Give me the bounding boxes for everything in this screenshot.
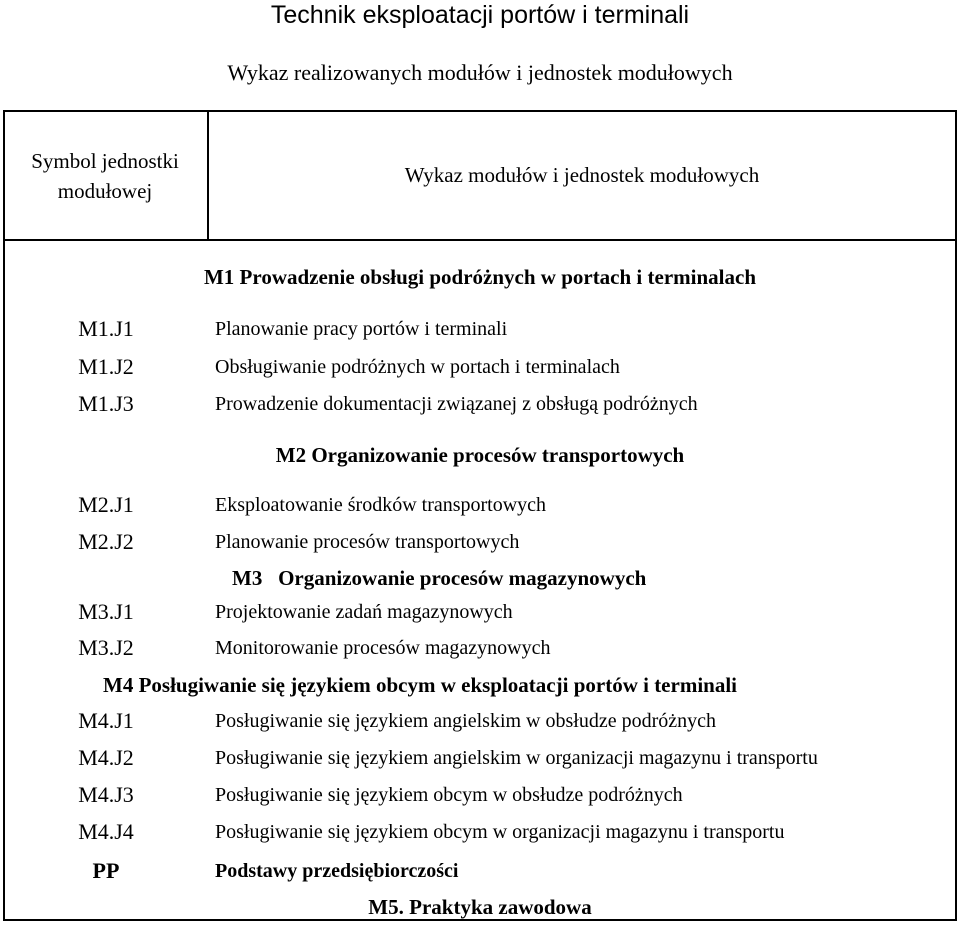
table-border-top	[3, 110, 957, 112]
unit-m1-j1-name: Planowanie pracy portów i terminali	[215, 318, 508, 340]
unit-m4-j2-name: Posługiwanie się językiem angielskim w organizacji magazynu i transportu	[215, 747, 818, 769]
unit-m4-j3-symbol: M4.J3	[78, 782, 134, 807]
page-title: Technik eksploatacji portów i terminali	[270, 1, 690, 29]
module-m4-title: M4 Posługiwanie się językiem obcym w eksploatacji portów i terminali	[103, 673, 737, 697]
module-m3-title: M3 Organizowanie procesów magazynowych	[232, 566, 647, 590]
unit-m1-j3-symbol: M1.J3	[78, 391, 134, 416]
symbol-header-line-1: Symbol jednostki	[31, 149, 179, 173]
module-m5-title: M5. Praktyka zawodowa	[368, 895, 592, 919]
unit-m2-j1-symbol: M2.J1	[78, 492, 134, 517]
unit-m2-j2-name: Planowanie procesów transportowych	[215, 531, 520, 553]
symbol-header-line-2: modułowej	[57, 179, 153, 203]
unit-m4-j2-symbol: M4.J2	[78, 745, 134, 770]
module-m2-title: M2 Organizowanie procesów transportowych	[275, 443, 685, 467]
unit-m2-j2-symbol: M2.J2	[78, 529, 134, 554]
table-border-right	[955, 110, 957, 921]
unit-m1-j2-symbol: M1.J2	[78, 354, 134, 379]
unit-m4-j4-name: Posługiwanie się językiem obcym w organizacji magazynu i transportu	[215, 821, 785, 843]
module-m1-title: M1 Prowadzenie obsługi podróżnych w portach i terminalach	[203, 265, 756, 289]
symbol-column-header	[3, 146, 207, 206]
table-border-left	[3, 110, 5, 921]
unit-m4-j4-symbol: M4.J4	[78, 819, 134, 844]
pp-symbol: PP	[92, 858, 120, 883]
unit-m1-j3-name: Prowadzenie dokumentacji związanej z obsługą podróżnych	[215, 393, 698, 415]
unit-m4-j1-name: Posługiwanie się językiem angielskim w obsłudze podróżnych	[215, 710, 717, 732]
pp-name: Podstawy przedsiębiorczości	[215, 860, 459, 882]
unit-m3-j2-name: Monitorowanie procesów magazynowych	[215, 637, 551, 659]
unit-m4-j1-symbol: M4.J1	[78, 708, 134, 733]
page-subtitle: Wykaz realizowanych modułów i jednostek modułowych	[227, 60, 733, 85]
unit-m3-j1-name: Projektowanie zadań magazynowych	[215, 601, 513, 623]
unit-m1-j2-name: Obsługiwanie podróżnych w portach i terminalach	[215, 356, 620, 378]
unit-m2-j1-name: Eksploatowanie środków transportowych	[215, 494, 547, 516]
description-column-header: Wykaz modułów i jednostek modułowych	[404, 163, 760, 187]
unit-m1-j1-symbol: M1.J1	[78, 316, 134, 341]
unit-m3-j2-symbol: M3.J2	[78, 635, 134, 660]
header-bottom-line	[3, 239, 957, 241]
unit-m3-j1-symbol: M3.J1	[78, 599, 134, 624]
unit-m4-j3-name: Posługiwanie się językiem obcym w obsłudze podróżnych	[215, 784, 683, 806]
